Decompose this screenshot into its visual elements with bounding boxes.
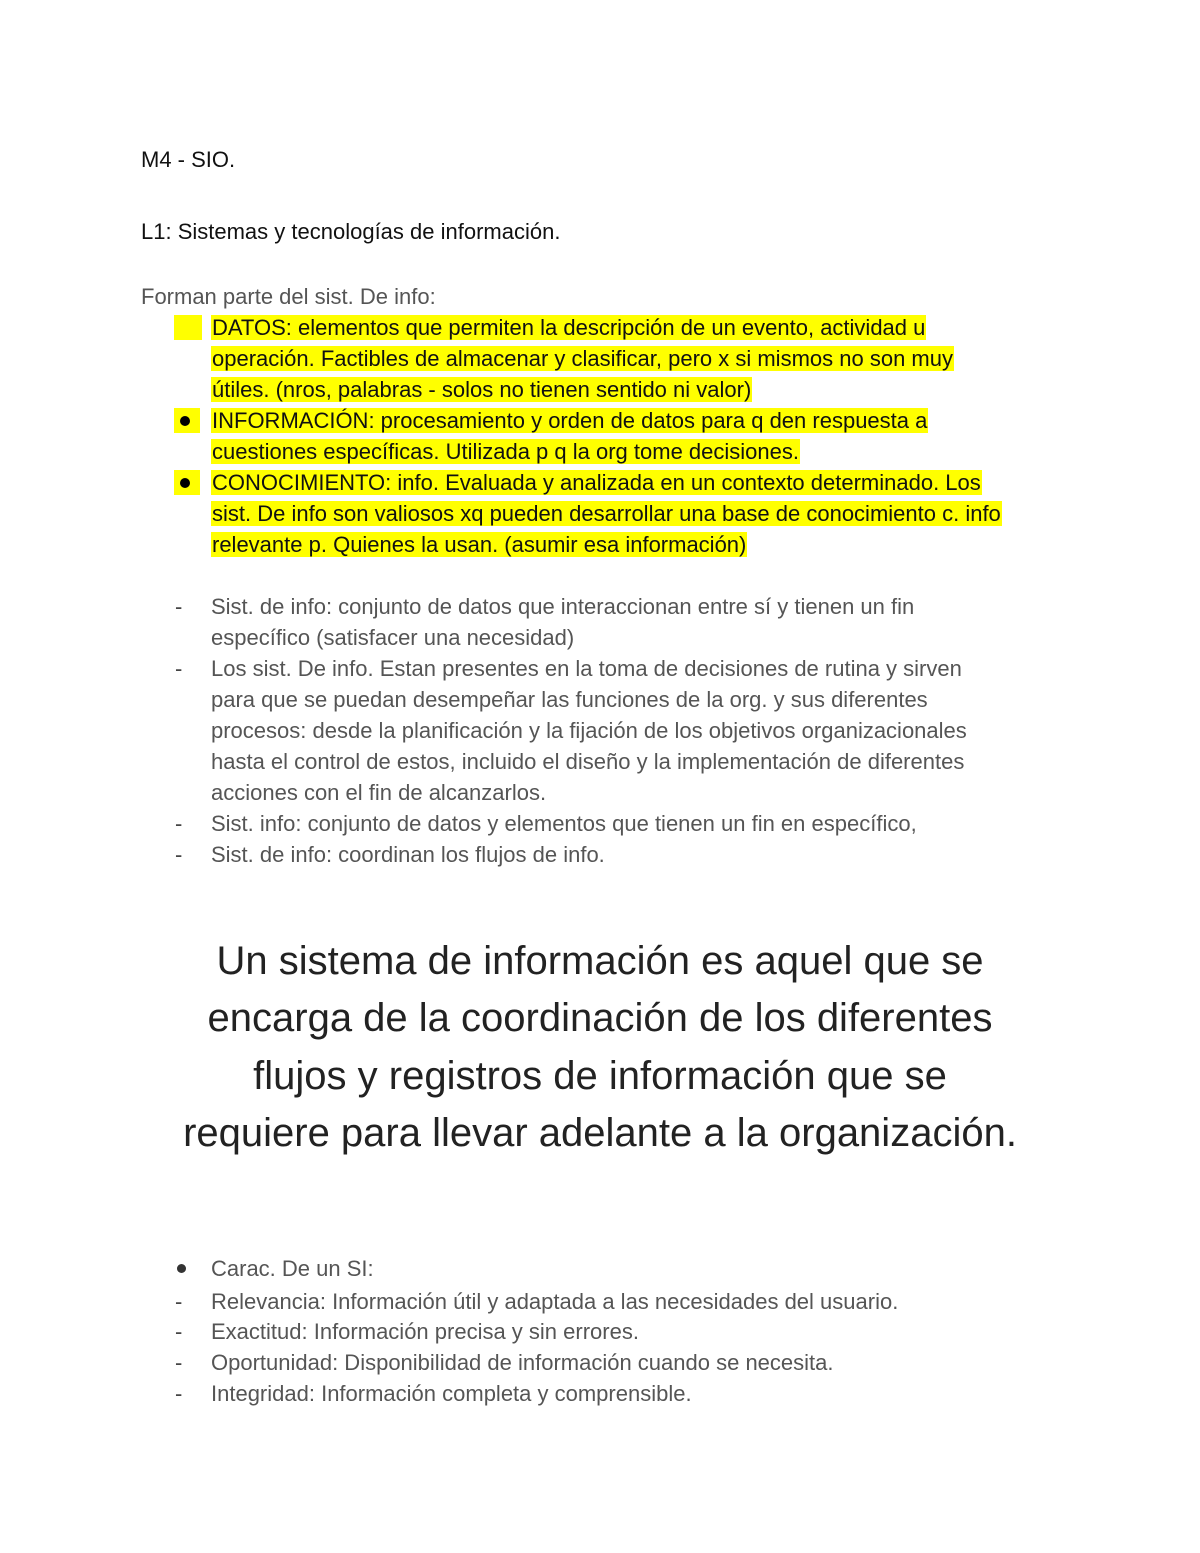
dash-item-line: Sist. de info: coordinan los flujos de info. — [211, 842, 605, 867]
bullet-icon — [180, 416, 190, 426]
dash-icon: - — [175, 1350, 183, 1375]
list-item-line: cuestiones específicas. Utilizada p q la org tome decisiones. — [212, 439, 799, 464]
bullet-icon — [177, 1264, 186, 1273]
dash-icon: - — [175, 811, 183, 836]
dash-item-line: procesos: desde la planificación y la fijación de los objetivos organizacionales — [211, 718, 967, 743]
dash-item-line: Sist. de info: conjunto de datos que interaccionan entre sí y tienen un fin — [211, 594, 915, 619]
characteristic-item: Integridad: Información completa y comprensible. — [211, 1381, 692, 1406]
definition-line: encarga de la coordinación de los diferentes — [207, 996, 993, 1040]
lesson-title: L1: Sistemas y tecnologías de información. — [141, 219, 561, 244]
dash-item-line: específico (satisfacer una necesidad) — [211, 625, 575, 650]
definition-line: Un sistema de información es aquel que se — [216, 939, 984, 983]
definition-line: flujos y registros de información que se — [253, 1054, 947, 1098]
list-item-line: operación. Factibles de almacenar y clasificar, pero x si mismos no son muy — [212, 346, 953, 371]
intro-text: Forman parte del sist. De info: — [141, 284, 436, 309]
characteristic-item: Oportunidad: Disponibilidad de información cuando se necesita. — [211, 1350, 834, 1375]
dash-item-line: Sist. info: conjunto de datos y elementos que tienen un fin en específico, — [211, 811, 917, 836]
dash-icon: - — [175, 594, 183, 619]
characteristic-item: Relevancia: Información útil y adaptada a las necesidades del usuario. — [211, 1289, 899, 1314]
module-title: M4 - SIO. — [141, 147, 236, 172]
dash-icon: - — [175, 1381, 183, 1406]
list-item-line: útiles. (nros, palabras - solos no tienen sentido ni valor) — [212, 377, 752, 402]
list-item-line: CONOCIMIENTO: info. Evaluada y analizada en un contexto determinado. Los — [212, 470, 981, 495]
dash-item-line: acciones con el fin de alcanzarlos. — [211, 780, 547, 805]
characteristics-heading: Carac. De un SI: — [211, 1256, 374, 1281]
list-item-line: INFORMACIÓN: procesamiento y orden de datos para q den respuesta a — [212, 408, 928, 433]
dash-item-line: para que se puedan desempeñar las funciones de la org. y sus diferentes — [211, 687, 928, 712]
dash-icon: - — [175, 1289, 183, 1314]
bullet-highlight — [174, 315, 202, 340]
list-item-line: sist. De info son valiosos xq pueden desarrollar una base de conocimiento c. info — [212, 501, 1001, 526]
dash-icon: - — [175, 842, 183, 867]
list-item-line: DATOS: elementos que permiten la descripción de un evento, actividad u — [212, 315, 926, 340]
dash-item-line: hasta el control de estos, incluido el diseño y la implementación de diferentes — [211, 749, 965, 774]
dash-icon: - — [175, 656, 183, 681]
dash-item-line: Los sist. De info. Estan presentes en la toma de decisiones de rutina y sirven — [211, 656, 962, 681]
list-item-line: relevante p. Quienes la usan. (asumir esa información) — [212, 532, 747, 557]
characteristic-item: Exactitud: Información precisa y sin errores. — [211, 1319, 639, 1344]
definition-line: requiere para llevar adelante a la organización. — [183, 1111, 1017, 1155]
bullet-icon — [180, 478, 190, 488]
dash-icon: - — [175, 1319, 183, 1344]
